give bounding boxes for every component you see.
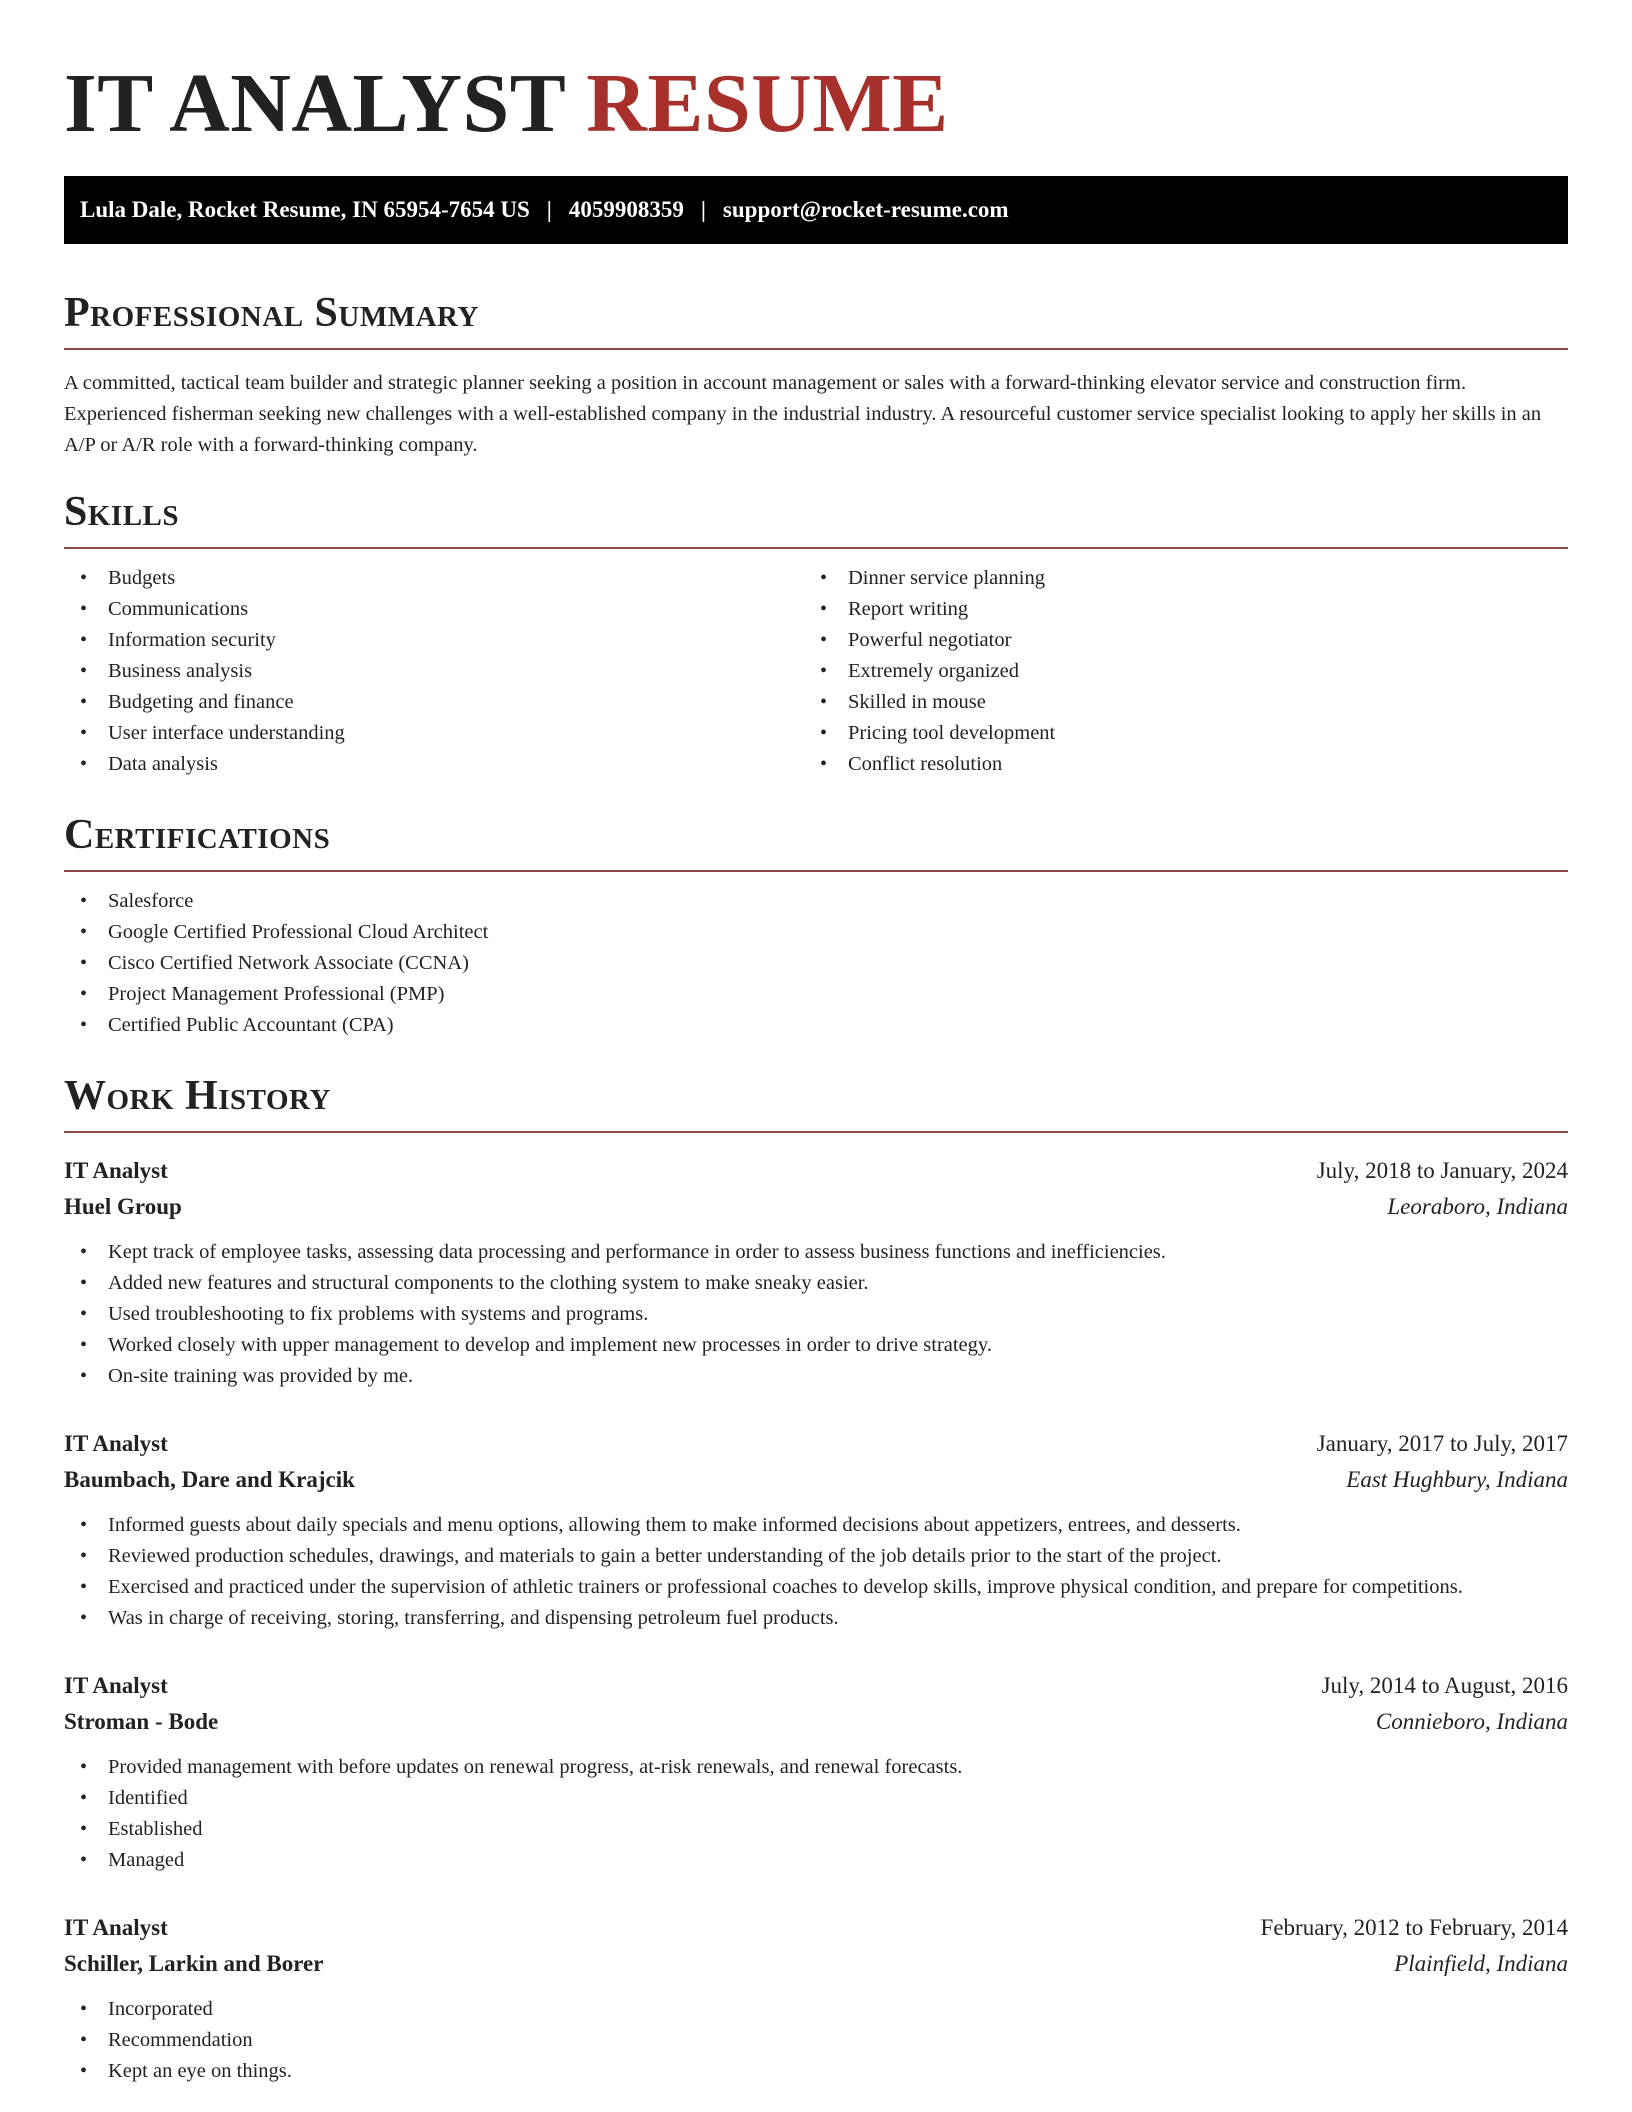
- job-entry: [64, 1426, 1568, 1634]
- certifications-list: [64, 886, 1568, 1041]
- job-header-row: [64, 1910, 1568, 1946]
- skill-item: • Powerful negotiator: [804, 625, 1544, 656]
- job-bullet: • Provided management with before updates on renewal progress, at-risk renewals, and renewal forecasts.: [64, 1752, 1568, 1783]
- contact-email: support@rocket-resume.com: [722, 197, 1009, 222]
- job-bullets: [64, 1510, 1568, 1634]
- job-header-row: [64, 1426, 1568, 1462]
- section-divider: [64, 348, 1568, 350]
- job-bullets: [64, 1994, 1568, 2087]
- job-bullet: • Managed: [64, 1845, 1568, 1876]
- job-location: Plainfield, Indiana: [1394, 1951, 1568, 1976]
- section-heading-skills: Skills: [64, 489, 180, 535]
- work-history-section: [64, 1075, 1568, 2087]
- skill-item: • User interface understanding: [64, 718, 804, 749]
- contact-bar: [64, 176, 1568, 244]
- job-company-row: [64, 1946, 1568, 1982]
- job-bullet: • Worked closely with upper management to develop and implement new processes in order to drive strategy.: [64, 1330, 1568, 1361]
- skills-grid: [64, 549, 1568, 780]
- title-main: IT ANALYST: [64, 57, 565, 150]
- skill-item: • Conflict resolution: [804, 749, 1544, 780]
- job-header-row: [64, 1153, 1568, 1189]
- job-bullet: • Used troubleshooting to fix problems with systems and programs.: [64, 1299, 1568, 1330]
- job-location: Connieboro, Indiana: [1375, 1709, 1568, 1734]
- job-company-row: [64, 1189, 1568, 1225]
- contact-separator: |: [546, 197, 552, 222]
- section-heading-summary: Professional Summary: [64, 290, 479, 336]
- job-bullet: • Added new features and structural components to the clothing system to make sneaky easier.: [64, 1268, 1568, 1299]
- job-company-row: [64, 1462, 1568, 1498]
- contact-address: Lula Dale, Rocket Resume, IN 65954-7654 US: [80, 197, 530, 222]
- skill-item: • Budgeting and finance: [64, 687, 804, 718]
- job-company: Stroman - Bode: [64, 1709, 219, 1734]
- skill-item: • Skilled in mouse: [804, 687, 1544, 718]
- job-title: IT Analyst: [64, 1431, 168, 1456]
- job-company: Huel Group: [64, 1194, 182, 1219]
- job-bullet: • Recommendation: [64, 2025, 1568, 2056]
- job-bullet: • Informed guests about daily specials and menu options, allowing them to make informed decisions about appetizers, entrees, and desserts.: [64, 1510, 1568, 1541]
- job-bullet: • Reviewed production schedules, drawings, and materials to gain a better understanding of the job details prior to the start of the project.: [64, 1541, 1568, 1572]
- job-title: IT Analyst: [64, 1915, 168, 1940]
- job-company-row: [64, 1704, 1568, 1740]
- certification-item: • Project Management Professional (PMP): [64, 979, 1568, 1010]
- summary-section: [64, 292, 1568, 461]
- job-title: IT Analyst: [64, 1673, 168, 1698]
- section-heading-work-history: Work History: [64, 1073, 331, 1119]
- skills-list-right: [804, 563, 1544, 780]
- skill-item: • Data analysis: [64, 749, 804, 780]
- job-dates: July, 2018 to January, 2024: [1316, 1158, 1568, 1183]
- section-divider: [64, 1131, 1568, 1133]
- job-bullet: • Established: [64, 1814, 1568, 1845]
- job-company: Schiller, Larkin and Borer: [64, 1951, 324, 1976]
- skill-item: • Dinner service planning: [804, 563, 1544, 594]
- job-title: IT Analyst: [64, 1158, 168, 1183]
- certification-item: • Certified Public Accountant (CPA): [64, 1010, 1568, 1041]
- job-company: Baumbach, Dare and Krajcik: [64, 1467, 355, 1492]
- job-location: East Hughbury, Indiana: [1346, 1467, 1568, 1492]
- job-bullet: • Kept track of employee tasks, assessing data processing and performance in order to assess business functions and inefficiencies.: [64, 1237, 1568, 1268]
- skills-list-left: [64, 563, 804, 780]
- job-dates: February, 2012 to February, 2014: [1260, 1915, 1568, 1940]
- skill-item: • Budgets: [64, 563, 804, 594]
- certifications-section: [64, 814, 1568, 1041]
- job-location: Leoraboro, Indiana: [1387, 1194, 1568, 1219]
- section-divider: [64, 870, 1568, 872]
- contact-phone: 4059908359: [568, 197, 684, 222]
- skill-item: • Extremely organized: [804, 656, 1544, 687]
- certification-item: • Google Certified Professional Cloud Architect: [64, 917, 1568, 948]
- job-bullet: • Exercised and practiced under the supervision of athletic trainers or professional coaches to develop skills, improve physical condition, and prepare for competitions.: [64, 1572, 1568, 1603]
- certification-item: • Salesforce: [64, 886, 1568, 917]
- skill-item: • Pricing tool development: [804, 718, 1544, 749]
- section-heading-certifications: Certifications: [64, 812, 331, 858]
- skill-item: • Business analysis: [64, 656, 804, 687]
- job-dates: July, 2014 to August, 2016: [1321, 1673, 1568, 1698]
- certification-item: • Cisco Certified Network Associate (CCNA): [64, 948, 1568, 979]
- job-bullet: • Identified: [64, 1783, 1568, 1814]
- job-entry: [64, 1668, 1568, 1876]
- job-entry: [64, 1910, 1568, 2087]
- job-bullets: [64, 1752, 1568, 1876]
- job-dates: January, 2017 to July, 2017: [1316, 1431, 1568, 1456]
- contact-separator: |: [700, 197, 706, 222]
- title-accent: RESUME: [586, 57, 949, 150]
- skill-item: • Information security: [64, 625, 804, 656]
- job-header-row: [64, 1668, 1568, 1704]
- jobs-list: [64, 1153, 1568, 2087]
- job-bullet: • Kept an eye on things.: [64, 2056, 1568, 2087]
- job-bullet: • Incorporated: [64, 1994, 1568, 2025]
- skill-item: • Report writing: [804, 594, 1544, 625]
- job-bullets: [64, 1237, 1568, 1392]
- job-bullet: • On-site training was provided by me.: [64, 1361, 1568, 1392]
- job-entry: [64, 1153, 1568, 1392]
- skills-section: [64, 491, 1568, 780]
- job-bullet: • Was in charge of receiving, storing, transferring, and dispensing petroleum fuel products.: [64, 1603, 1568, 1634]
- summary-text: A committed, tactical team builder and strategic planner seeking a position in account management or sales with a forward-thinking elevator service and construction firm. Experienced fisherman seeking new challenges with a well-established company in the industrial industry. A resourceful customer service specialist looking to apply her skills in an A/P or A/R role with a forward-thinking company.: [64, 372, 1542, 456]
- skill-item: • Communications: [64, 594, 804, 625]
- resume-title: [64, 0, 1568, 176]
